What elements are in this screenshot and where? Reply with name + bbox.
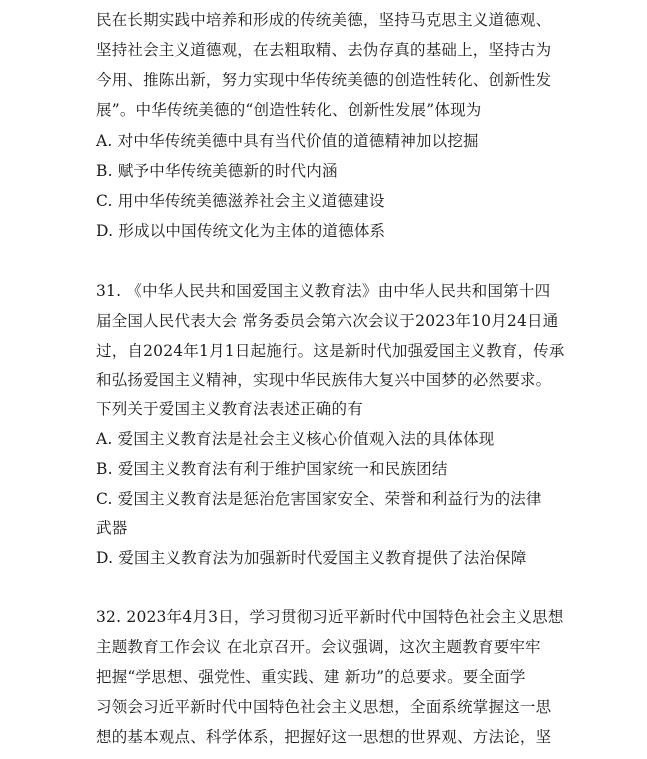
q31-option-c: C. 爱国主义教育法是惩治危害国家安全、荣誉和利益行为的法律 (96, 490, 542, 508)
q32-stem-line: 把握“学思想、强党性、重实践、建 新功”的总要求。要全面学 (96, 668, 526, 686)
q31-stem-line: 和弘扬爱国主义精神，实现中华民族伟大复兴中国梦的必然要求。 (96, 371, 552, 389)
q30-stem-line: 今用、推陈出新，努力实现中华传统美德的创造性转化、创新性发 (96, 71, 552, 89)
q30-option-d: D. 形成以中国传统文化为主体的道德体系 (96, 222, 386, 240)
q30-option-b: B. 赋予中华传统美德新的时代内涵 (96, 162, 338, 180)
q31-stem-line: 过，自2024年1月1日起施行。这是新时代加强爱国主义教育，传承 (96, 342, 565, 360)
q30-stem-line: 民在长期实践中培养和形成的传统美德，坚持马克思主义道德观、 (96, 11, 552, 29)
q30-option-a: A. 对中华传统美德中具有当代价值的道德精神加以挖掘 (96, 132, 479, 150)
q31-option-b: B. 爱国主义教育法有利于维护国家统一和民族团结 (96, 460, 448, 478)
q30-option-c: C. 用中华传统美德滋养社会主义道德建设 (96, 192, 385, 210)
q31-stem-line: 31. 《中华人民共和国爱国主义教育法》由中华人民共和国第十四 (96, 282, 551, 300)
q31-stem-line: 下列关于爱国主义教育法表述正确的有 (96, 400, 363, 418)
q31-stem-line: 届全国人民代表大会 常务委员会第六次会议于2023年10月24日通 (96, 312, 559, 330)
q30-stem-line: 展”。中华传统美德的“创造性转化、创新性发展”体现为 (96, 101, 482, 119)
q32-stem-line: 32. 2023年4月3日，学习贯彻习近平新时代中国特色社会主义思想 (96, 608, 564, 626)
q30-stem-line: 坚持社会主义道德观，在去粗取精、去伪存真的基础上，坚持古为 (96, 41, 552, 59)
q32-stem-line: 习领会习近平新时代中国特色社会主义思想，全面系统掌握这一思 (96, 698, 552, 716)
q32-stem-line: 主题教育工作会议 在北京召开。会议强调，这次主题教育要牢牢 (96, 638, 541, 656)
q31-option-c-continued: 武器 (96, 519, 128, 537)
q31-option-a: A. 爱国主义教育法是社会主义核心价值观入法的具体体现 (96, 430, 495, 448)
q31-option-d: D. 爱国主义教育法为加强新时代爱国主义教育提供了法治保障 (96, 549, 527, 567)
q32-stem-line: 想的基本观点、科学体系，把握好这一思想的世界观、方法论，坚 (96, 728, 552, 746)
